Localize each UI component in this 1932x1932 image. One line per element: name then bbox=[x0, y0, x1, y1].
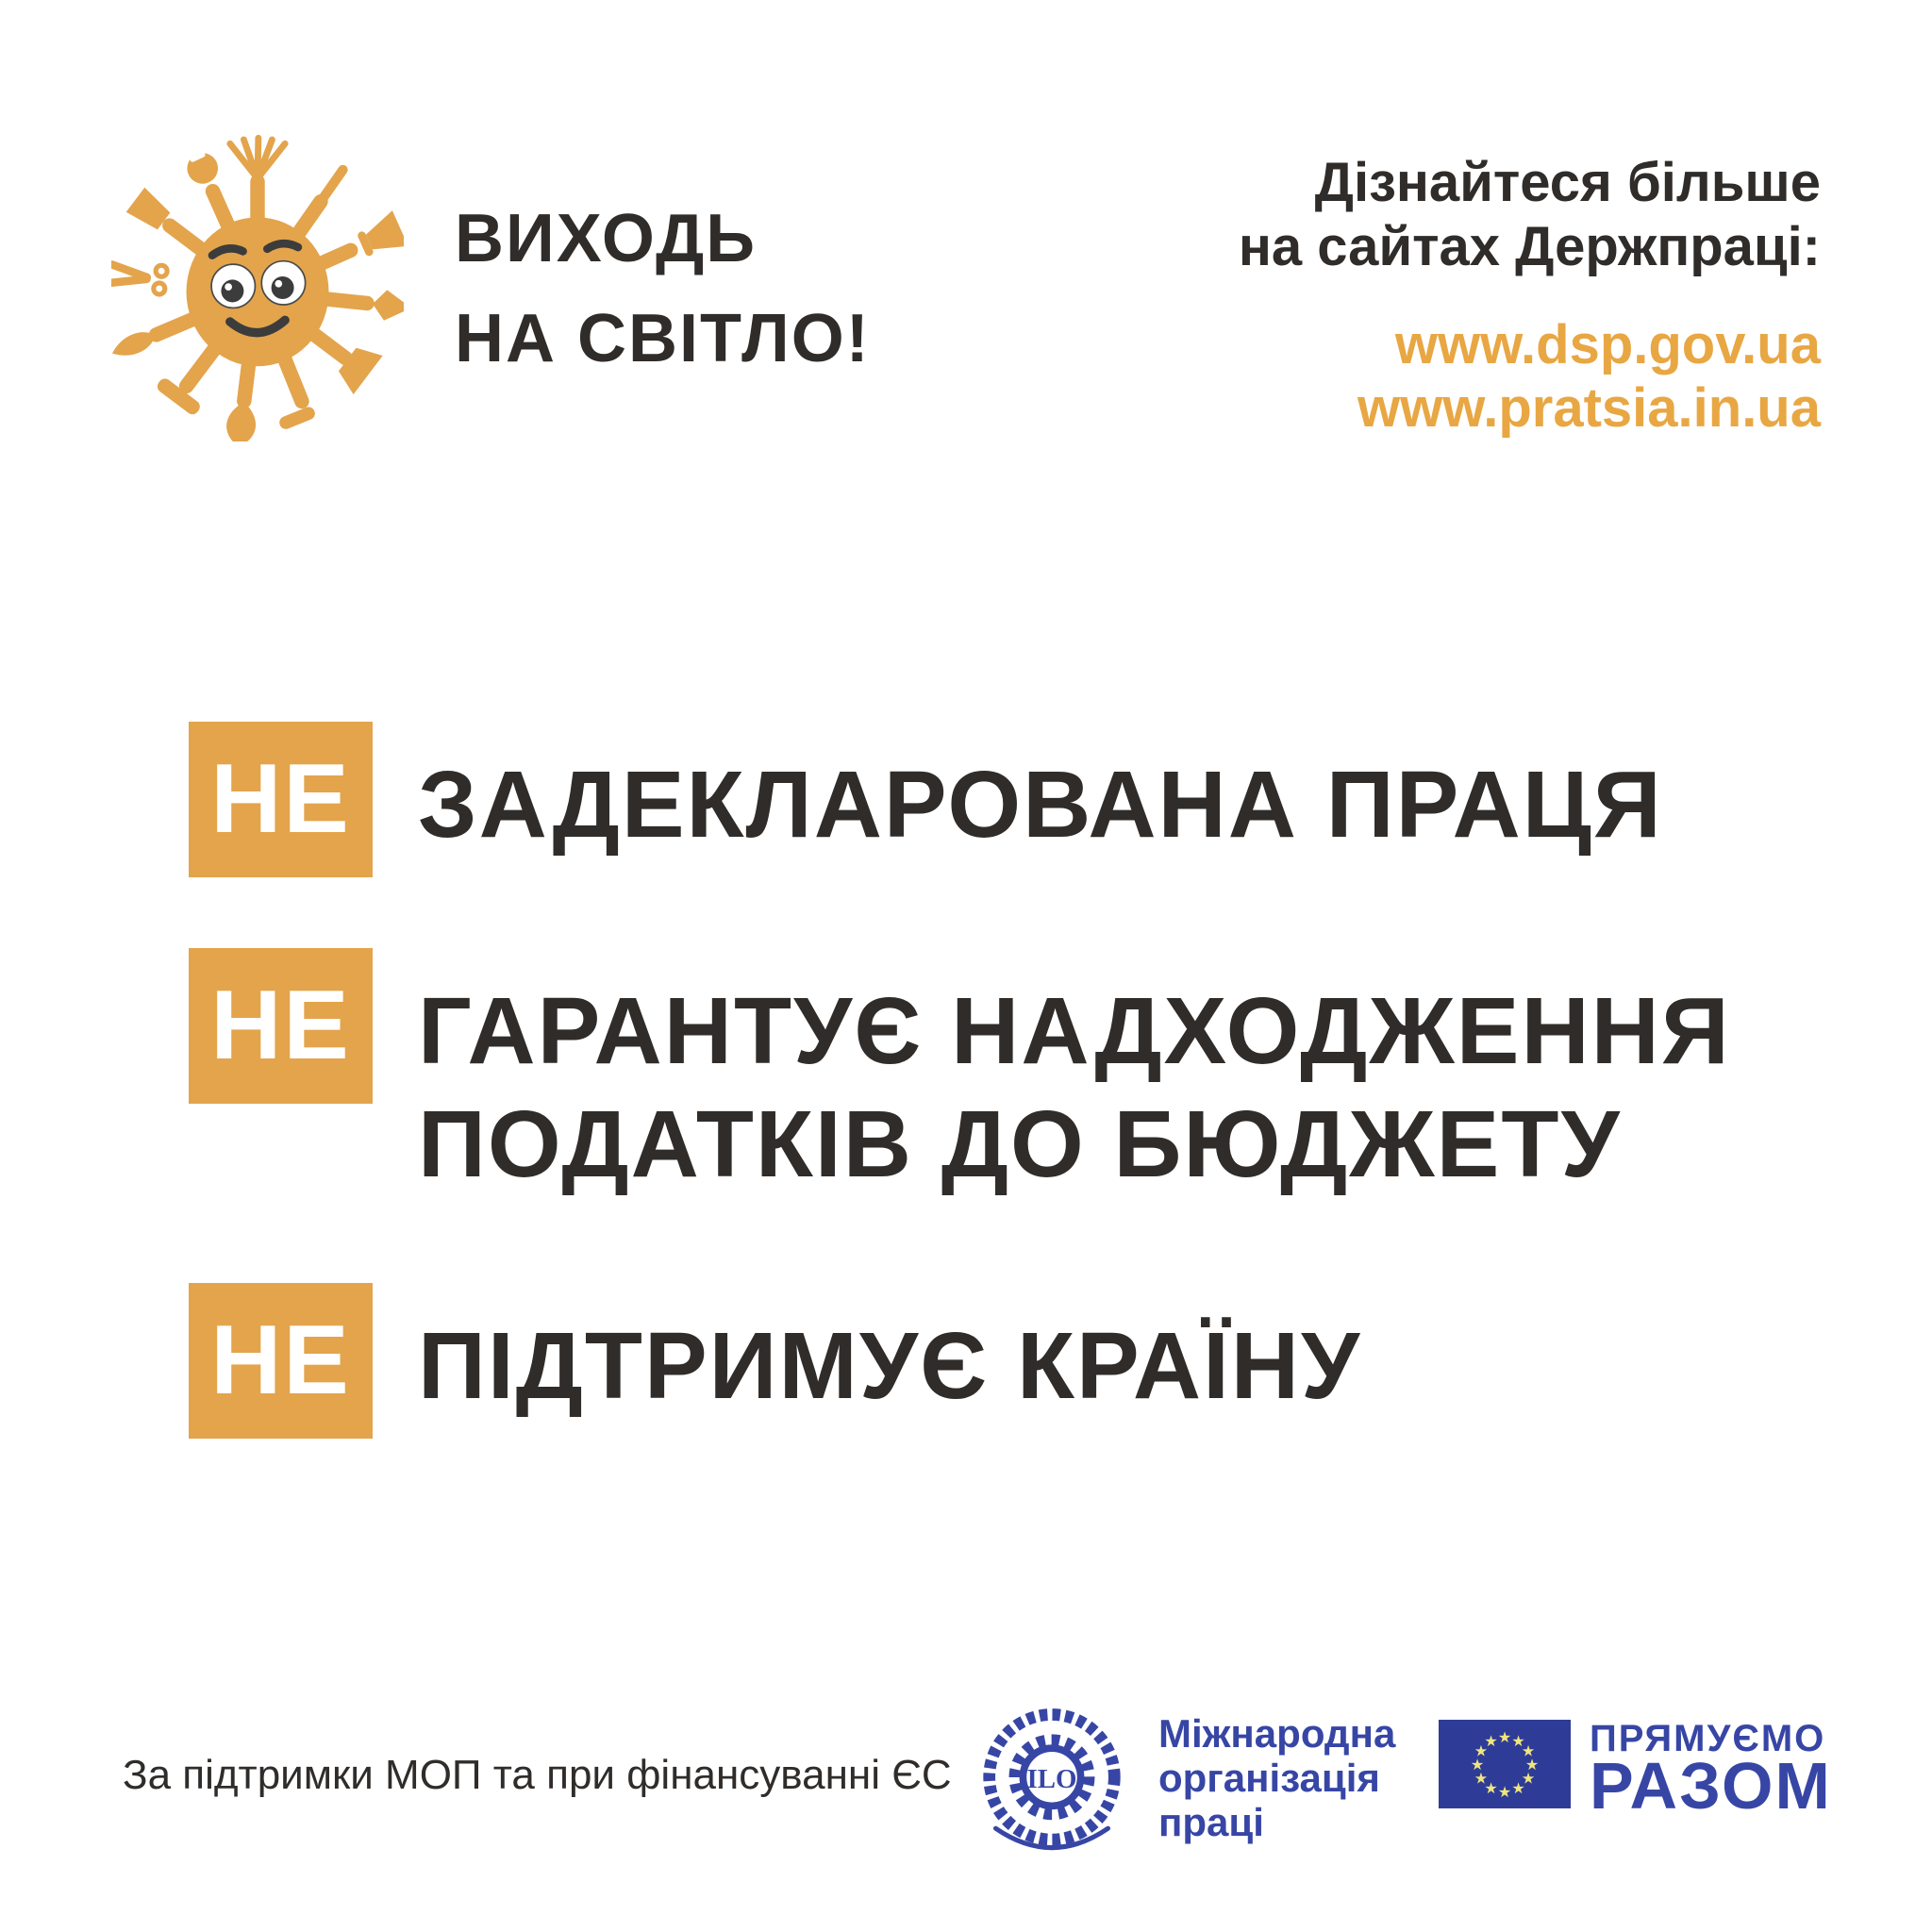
list-item-line: ПІДТРИМУЄ КРАЇНУ bbox=[418, 1313, 1362, 1419]
slogan-line-2: НА СВІТЛО! bbox=[455, 301, 871, 376]
website-links bbox=[1239, 313, 1821, 440]
eu-tagline bbox=[1590, 1718, 1832, 1823]
svg-text:★: ★ bbox=[1484, 1779, 1498, 1798]
list-item-text bbox=[418, 748, 1663, 861]
ilo-org-line: Міжнародна bbox=[1158, 1711, 1396, 1756]
campaign-slogan bbox=[455, 189, 871, 389]
eu-tagline-line-2: РАЗОМ bbox=[1590, 1749, 1832, 1823]
ne-badge: НЕ bbox=[189, 1283, 373, 1439]
support-credit-text: За підтримки МОП та при фінансуванні ЄС bbox=[123, 1752, 952, 1798]
ne-badge: НЕ bbox=[189, 722, 373, 877]
svg-text:★: ★ bbox=[1474, 1769, 1489, 1788]
list-item bbox=[189, 1283, 1361, 1439]
info-block bbox=[1239, 151, 1821, 440]
dsp-website-link[interactable]: www.dsp.gov.ua bbox=[1394, 314, 1821, 375]
svg-text:★: ★ bbox=[1511, 1731, 1525, 1750]
eu-flag-icon bbox=[1439, 1720, 1571, 1808]
list-item-line: ЗАДЕКЛАРОВАНА ПРАЦЯ bbox=[418, 752, 1663, 858]
svg-text:★: ★ bbox=[1524, 1756, 1540, 1774]
ilo-monogram: ILO bbox=[1026, 1763, 1077, 1794]
slogan-line-1: ВИХОДЬ bbox=[455, 201, 758, 276]
ne-badge: НЕ bbox=[189, 948, 373, 1104]
ilo-org-line: організація bbox=[1158, 1756, 1380, 1800]
scissors-ray-icon bbox=[111, 257, 171, 298]
sun-mascot-icon bbox=[111, 134, 404, 441]
svg-text:★: ★ bbox=[1470, 1756, 1485, 1774]
ilo-org-line: праці bbox=[1158, 1800, 1264, 1844]
svg-text:★: ★ bbox=[1497, 1728, 1512, 1746]
ilo-logo-block bbox=[972, 1698, 1395, 1875]
svg-text:★: ★ bbox=[1521, 1769, 1536, 1788]
info-line-1: Дізнайтеся більше bbox=[1314, 152, 1821, 213]
list-item bbox=[189, 722, 1663, 877]
ilo-logo bbox=[972, 1698, 1132, 1875]
list-item-line: ПОДАТКІВ ДО БЮДЖЕТУ bbox=[418, 1091, 1622, 1197]
svg-text:★: ★ bbox=[1497, 1783, 1512, 1801]
pratsia-website-link[interactable]: www.pratsia.in.ua bbox=[1357, 377, 1821, 439]
svg-text:★: ★ bbox=[1484, 1731, 1498, 1750]
svg-text:★: ★ bbox=[1474, 1741, 1489, 1760]
ilo-org-name bbox=[1158, 1711, 1395, 1875]
list-item bbox=[189, 948, 1731, 1201]
eu-logo-block bbox=[1439, 1718, 1832, 1823]
list-item-line: ГАРАНТУЄ НАДХОДЖЕННЯ bbox=[418, 978, 1731, 1084]
list-item-text bbox=[418, 1309, 1361, 1423]
info-line-2: на сайтах Держпраці: bbox=[1238, 216, 1821, 277]
svg-text:★: ★ bbox=[1511, 1779, 1525, 1798]
sun-body bbox=[187, 217, 329, 366]
list-item-text bbox=[418, 974, 1731, 1201]
eu-tagline-line-1: ПРЯМУЄМО bbox=[1590, 1718, 1826, 1759]
svg-text:★: ★ bbox=[1521, 1741, 1536, 1760]
